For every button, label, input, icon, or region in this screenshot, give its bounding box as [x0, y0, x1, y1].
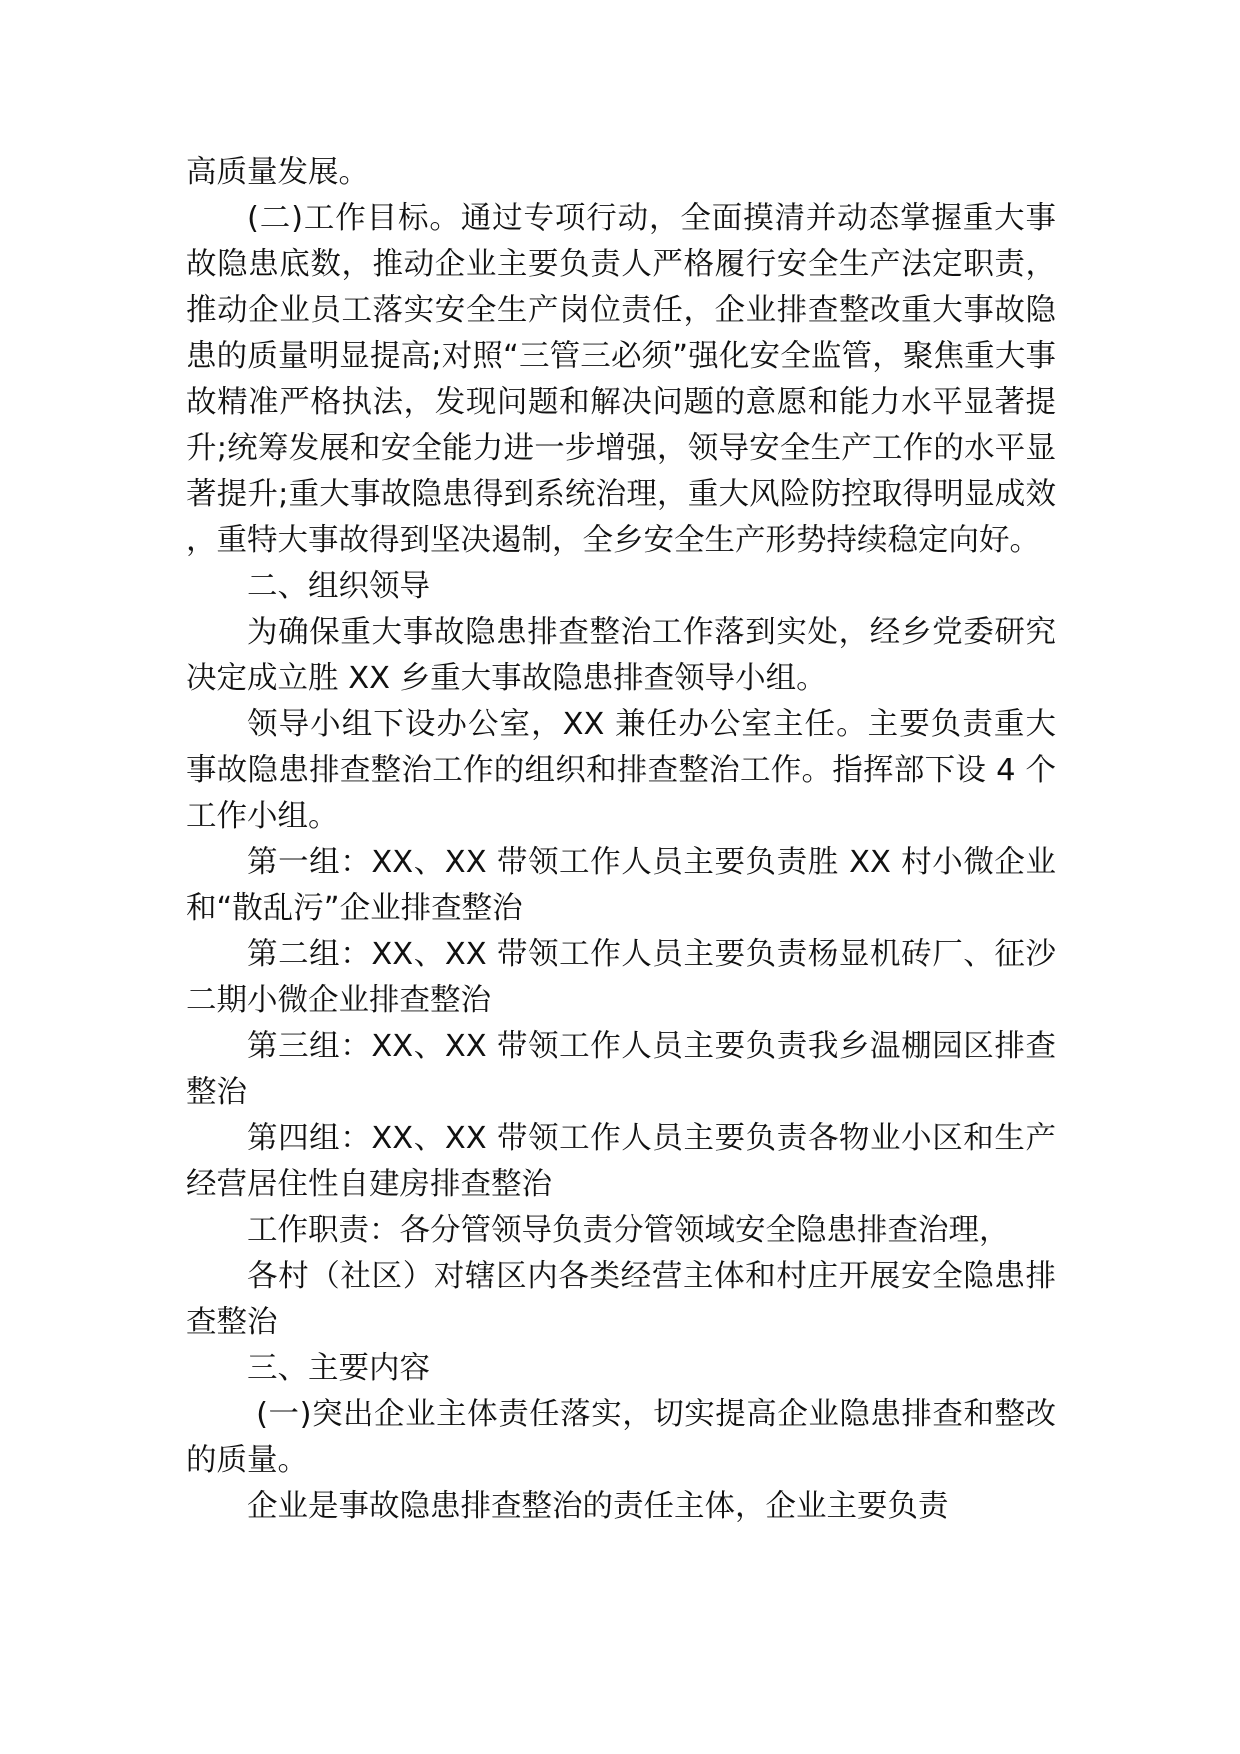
paragraph-enterprise: 企业是事故隐患排查整治的责任主体，企业主要负责 — [247, 1489, 949, 1524]
paragraph-duties: 工作职责：各分管领导负责分管领域安全隐患排查治理， — [247, 1213, 1010, 1248]
paragraph-group-4: 第四组：XX、XX 带领工作人员主要负责各物业小区和生产经营居住性自建房排查整治 — [186, 1121, 1056, 1202]
document-body — [186, 150, 1056, 1530]
paragraph-office: 领导小组下设办公室，XX 兼任办公室主任。主要负责重大事故隐患排查整治工作的组织和排查整治工作。指挥部下设 4 个工作小组。 — [186, 707, 1056, 834]
paragraph-group-2: 第二组：XX、XX 带领工作人员主要负责杨显机砖厂、征沙二期小微企业排查整治 — [186, 937, 1056, 1018]
section-heading-organization: 二、组织领导 — [247, 569, 430, 604]
paragraph-villages: 各村（社区）对辖区内各类经营主体和村庄开展安全隐患排查整治 — [186, 1259, 1056, 1340]
section-heading-main-content: 三、主要内容 — [247, 1351, 430, 1386]
paragraph-group-3: 第三组：XX、XX 带领工作人员主要负责我乡温棚园区排查整治 — [186, 1029, 1056, 1110]
paragraph-work-goal: (二)工作目标。通过专项行动，全面摸清并动态掌握重大事故隐患底数，推动企业主要负责人严格履行安全生产法定职责，推动企业员工落实安全生产岗位责任，企业排查整改重大事故隐患的质量明显提高;对照“三管三必须”强化安全监管，聚焦重大事故精准严格执法，发现问题和解决问题的意愿和能力水平显著提升;统筹发展和安全能力进一步增强，领导安全生产工作的水平显著提升;重大事故隐患得到系统治理，重大风险防控取得明显成效，重特大事故得到坚决遏制，全乡安全生产形势持续稳定向好。 — [186, 201, 1056, 558]
paragraph-continuation: 高质量发展。 — [186, 155, 369, 190]
paragraph-group-1: 第一组：XX、XX 带领工作人员主要负责胜 XX 村小微企业和“散乱污”企业排查整治 — [186, 845, 1056, 926]
paragraph-content-1: (一)突出企业主体责任落实，切实提高企业隐患排查和整改的质量。 — [186, 1397, 1056, 1478]
paragraph-leading-group: 为确保重大事故隐患排查整治工作落到实处，经乡党委研究决定成立胜 XX 乡重大事故隐患排查领导小组。 — [186, 615, 1056, 696]
